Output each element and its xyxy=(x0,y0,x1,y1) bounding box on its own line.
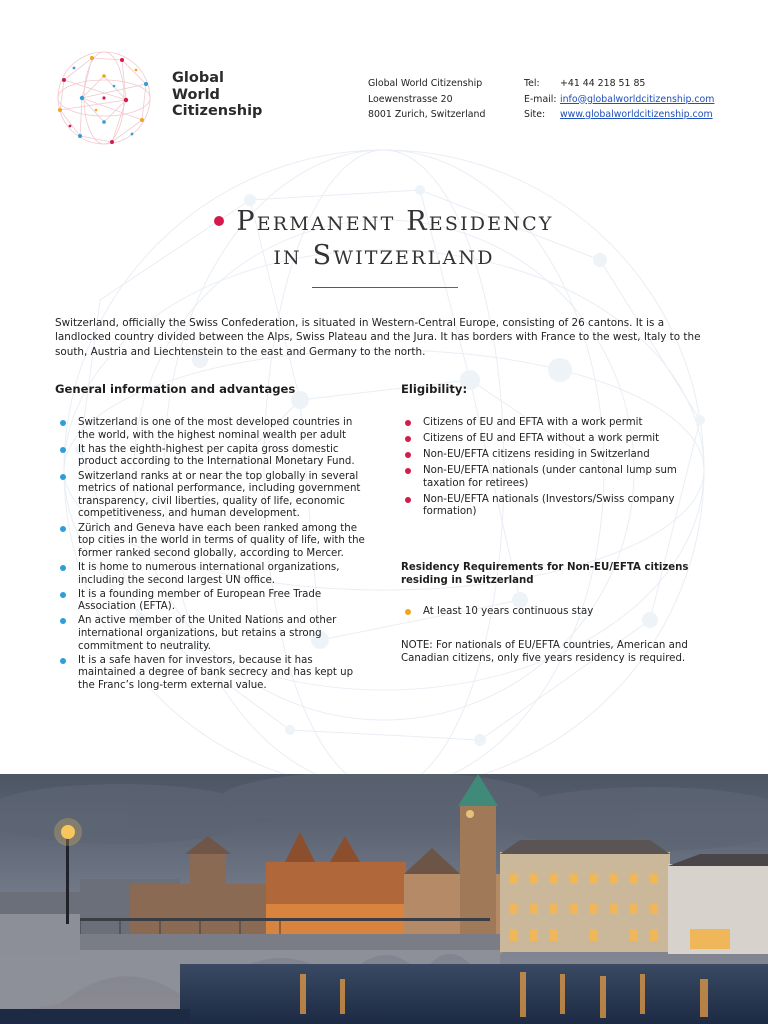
list-item-text: Switzerland ranks at or near the top globally in several metrics of national performance, including government transparency, civil liberties, quality of life, economic competitiveness, and human development. xyxy=(78,470,361,520)
logo-line-world: World xyxy=(172,86,220,103)
address-line-city: 8001 Zurich, Switzerland xyxy=(368,109,486,120)
logo-wordmark xyxy=(172,70,262,120)
page-title xyxy=(0,205,768,273)
bullet-icon xyxy=(60,526,66,532)
list-item xyxy=(401,433,711,446)
list-item xyxy=(56,655,366,693)
title-divider xyxy=(312,287,458,288)
list-item xyxy=(56,562,366,587)
title-bullet-icon xyxy=(214,216,224,226)
list-item xyxy=(401,494,711,519)
eligibility-heading: Eligibility: xyxy=(401,382,468,396)
list-item xyxy=(56,417,366,442)
tel-value: +41 44 218 51 85 xyxy=(560,78,646,89)
bullet-icon xyxy=(405,468,411,474)
zurich-cityscape-image xyxy=(0,774,768,1024)
list-item xyxy=(401,449,711,462)
residency-note: NOTE: For nationals of EU/EFTA countries, American and Canadian citizens, only five years residency is required. xyxy=(401,640,688,664)
list-item-text: Citizens of EU and EFTA without a work permit xyxy=(423,432,660,444)
bullet-icon xyxy=(60,658,66,664)
list-item-text: An active member of the United Nations and other international organizations, but retains a strong commitment to neutrality. xyxy=(78,615,337,652)
bullet-icon xyxy=(60,565,66,571)
tel-label: Tel: xyxy=(524,78,540,89)
list-item xyxy=(56,444,366,469)
list-item-text: Switzerland is one of the most developed countries in the world, with the highest nominal wealth per adult xyxy=(78,417,353,441)
list-item xyxy=(56,615,366,653)
general-info-heading: General information and advantages xyxy=(55,382,296,396)
list-item xyxy=(56,589,366,614)
bullet-icon xyxy=(405,436,411,442)
list-item xyxy=(56,523,366,561)
bullet-icon xyxy=(405,420,411,426)
list-item xyxy=(401,606,721,619)
title-line-1: Permanent Residency xyxy=(236,206,554,237)
bullet-icon xyxy=(60,420,66,426)
bullet-icon xyxy=(60,474,66,480)
bullet-icon xyxy=(405,609,411,615)
logo-line-citizenship: Citizenship xyxy=(172,103,263,119)
bullet-icon xyxy=(60,592,66,598)
list-item-text: Zürich and Geneva have each been ranked among the top cities in the world in terms of quality of life, with the former ranked second globally, according to Mercer. xyxy=(78,522,365,559)
contact-labels xyxy=(524,76,557,123)
bullet-icon xyxy=(60,618,66,624)
site-label: Site: xyxy=(524,109,546,120)
contact-values xyxy=(560,76,714,123)
list-item-text: Citizens of EU and EFTA with a work permit xyxy=(423,417,643,428)
address-line-company: Global World Citizenship xyxy=(368,78,483,89)
email-link[interactable]: info@globalworldcitizenship.com xyxy=(560,93,715,105)
list-item-text: Non-EU/EFTA nationals (under cantonal lump sum taxation for retirees) xyxy=(423,464,677,489)
requirements-list xyxy=(401,606,721,619)
email-label: E-mail: xyxy=(524,93,557,105)
eligibility-list xyxy=(401,417,711,522)
company-address xyxy=(368,76,485,123)
list-item-text: It is home to numerous international organizations, including the second largest UN office. xyxy=(78,561,340,586)
requirements-heading: Residency Requirements for Non-EU/EFTA citizens residing in Switzerland xyxy=(401,562,689,586)
logo-line-global: Global xyxy=(172,70,224,86)
logo-globe-icon xyxy=(52,50,156,146)
bullet-icon xyxy=(60,447,66,453)
list-item-text: At least 10 years continuous stay xyxy=(423,606,594,617)
list-item-text: It is a founding member of European Free Trade Association (EFTA). xyxy=(78,588,322,613)
list-item-text: It is a safe haven for investors, because it has maintained a degree of bank secrecy and has kept up the Franc’s long-term external value. xyxy=(78,654,354,692)
list-item xyxy=(401,465,711,490)
list-item-text: Non-EU/EFTA citizens residing in Switzerland xyxy=(423,448,650,460)
intro-paragraph: Switzerland, officially the Swiss Confederation, is situated in Western-Central Europe, consisting of 26 cantons. It is a landlocked country divided between the Alps, Swiss Plateau and the Jura. It has borders with France to the west, Italy to the south, Austria and Liechtenstein to the east and Germany to the north. xyxy=(55,317,701,358)
address-line-street: Loewenstrasse 20 xyxy=(368,93,453,105)
list-item xyxy=(56,471,366,521)
advantages-list xyxy=(56,417,366,694)
list-item xyxy=(401,417,711,430)
website-link[interactable]: www.globalworldcitizenship.com xyxy=(560,109,713,120)
bullet-icon xyxy=(405,497,411,503)
list-item-text: Non-EU/EFTA nationals (Investors/Swiss company formation) xyxy=(423,493,675,518)
title-line-2: in Switzerland xyxy=(273,240,495,271)
list-item-text: It has the eighth-highest per capita gross domestic product according to the International Monetary Fund. xyxy=(78,443,355,468)
bullet-icon xyxy=(405,452,411,458)
